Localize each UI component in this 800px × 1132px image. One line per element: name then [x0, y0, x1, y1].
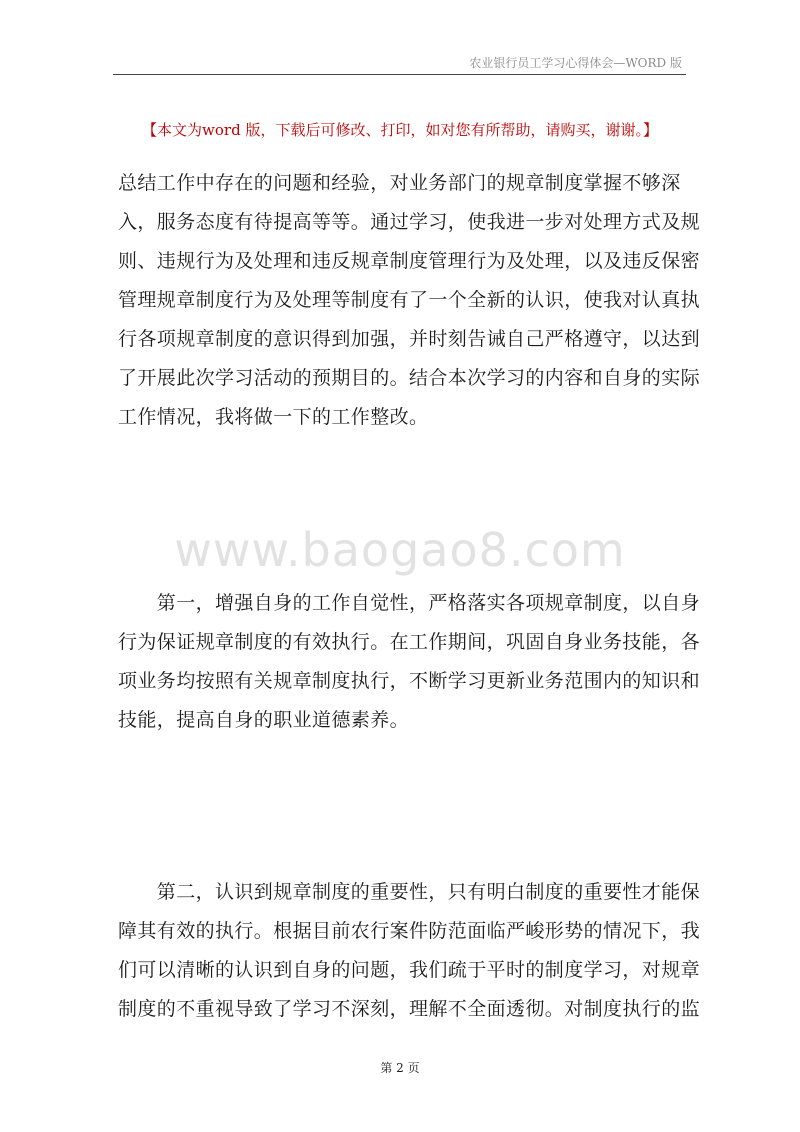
text-line: 了开展此次学习活动的预期目的。结合本次学习的内容和自身的实际: [118, 367, 701, 389]
watermark: www.baogao8.com: [174, 523, 626, 577]
text-line: 行为保证规章制度的有效执行。在工作期间，巩固自身业务技能，各: [118, 631, 701, 653]
paragraph-second-point: [118, 873, 701, 1029]
text-line: 们可以清晰的认识到自身的问题，我们疏于平时的制度学习，对规章: [118, 959, 701, 981]
text-line: 障其有效的执行。根据目前农行案件防范面临严峻形势的情况下，我: [118, 920, 701, 942]
text-line: 项业务均按照有关规章制度执行，不断学习更新业务范围内的知识和: [118, 670, 701, 692]
page-number: 第 2 页: [380, 1061, 420, 1075]
paragraph-first-point: [118, 584, 701, 740]
purchase-notice: 【本文为word 版，下载后可修改、打印，如对您有所帮助，请购买，谢谢。】: [142, 121, 658, 139]
text-line: 则、违规行为及处理和违反规章制度管理行为及处理，以及违反保密: [118, 250, 701, 272]
text-line: 入，服务态度有待提高等等。通过学习，使我进一步对处理方式及规: [118, 211, 701, 233]
text-line: 总结工作中存在的问题和经验，对业务部门的规章制度掌握不够深: [118, 172, 681, 194]
text-line: 工作情况，我将做一下的工作整改。: [118, 406, 429, 428]
paragraph-intro: [118, 164, 701, 437]
text-line: 第二，认识到规章制度的重要性，只有明白制度的重要性才能保: [118, 881, 701, 903]
document-header-title: 农业银行员工学习心得体会—WORD 版: [469, 56, 682, 70]
text-line: 技能，提高自身的职业道德素养。: [118, 709, 410, 731]
text-line: 行各项规章制度的意识得到加强，并时刻告诫自己严格遵守，以达到: [118, 328, 701, 350]
header-divider: [113, 74, 686, 75]
text-line: 第一，增强自身的工作自觉性，严格落实各项规章制度，以自身: [118, 592, 701, 614]
text-line: 制度的不重视导致了学习不深刻，理解不全面透彻。对制度执行的监: [118, 998, 701, 1020]
text-line: 管理规章制度行为及处理等制度有了一个全新的认识，使我对认真执: [118, 289, 701, 311]
